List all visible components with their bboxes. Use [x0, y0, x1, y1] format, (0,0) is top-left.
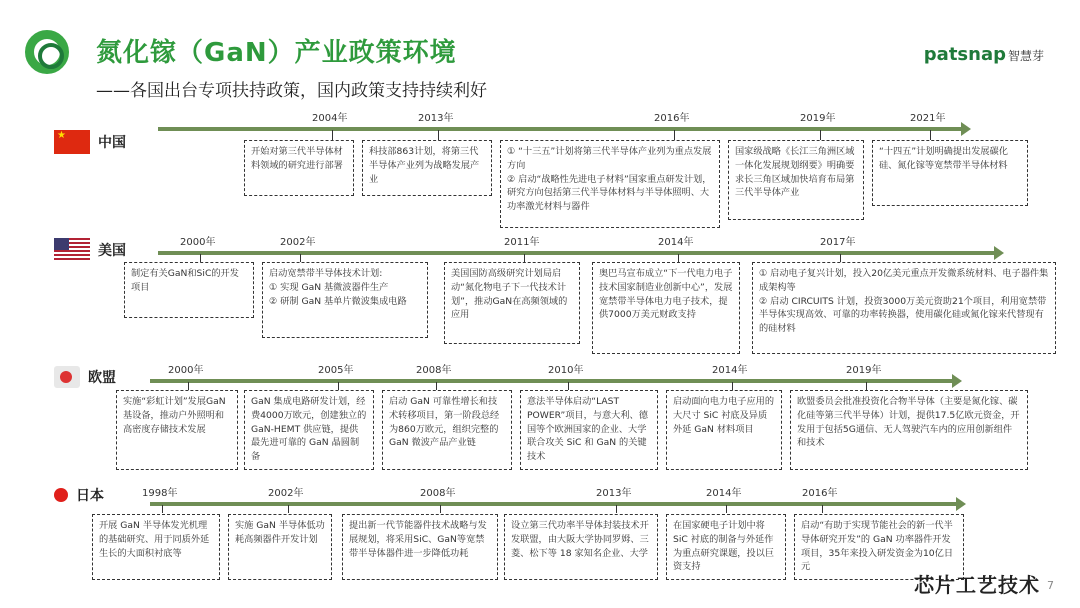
year-label: 2002年: [280, 237, 316, 248]
policy-card: 设立第三代功率半导体封装技术开发联盟，由大阪大学协同罗姆、三菱、松下等 18 家知名企业、大学: [504, 514, 658, 580]
brand-cn: 智慧芽: [1007, 49, 1044, 63]
timeline-tick: [820, 130, 821, 140]
year-label: 2021年: [910, 113, 946, 124]
timeline-tick: [200, 254, 201, 262]
timeline-tick: [822, 505, 823, 513]
year-label: 2014年: [706, 488, 742, 499]
year-label: 2019年: [846, 365, 882, 376]
timeline-tick: [338, 382, 339, 390]
watermark: 芯片工艺技术: [914, 573, 1040, 597]
year-label: 2019年: [800, 113, 836, 124]
row-label-china: [54, 130, 126, 154]
timeline-tick: [840, 254, 841, 262]
brand-latin: patsnap: [923, 44, 1006, 65]
row-label-text: 中国: [98, 135, 126, 151]
page-title: 氮化镓（GaN）产业政策环境: [96, 38, 457, 68]
year-label: 2008年: [420, 488, 456, 499]
year-label: 2005年: [318, 365, 354, 376]
policy-card: 制定有关GaN和SiC的开发项目: [124, 262, 254, 318]
row-label-text: 欧盟: [88, 370, 116, 386]
usa-flag-icon: [54, 238, 90, 262]
year-label: 2000年: [180, 237, 216, 248]
year-label: 2013年: [418, 113, 454, 124]
policy-card: 开展 GaN 半导体发光机理的基础研究、用于同质外延生长的大面积衬底等: [92, 514, 220, 580]
policy-card: 奥巴马宣布成立“下一代电力电子技术国家制造业创新中心”，发展宽禁带半导体电力电子技术，提供7000万美元财政支持: [592, 262, 740, 354]
policy-card: 实施“彩虹计划”发展GaN 基设备，推动户外照明和高密度存储技术发展: [116, 390, 238, 470]
policy-card: ① “十三五”计划将第三代半导体产业列为重点发展方向 ② 启动“战略性先进电子材料”国家重点研发计划，研究方向包括第三代半导体材料与半导体照明、大功率激光材料与器件: [500, 140, 720, 228]
policy-card: 实施 GaN 半导体低功耗高频器件开发计划: [228, 514, 332, 580]
year-label: 2011年: [504, 237, 540, 248]
year-label: 2010年: [548, 365, 584, 376]
year-label: 2002年: [268, 488, 304, 499]
timeline-axis-china: [158, 127, 963, 131]
policy-card: 科技部863计划，将第三代半导体产业列为战略发展产业: [362, 140, 492, 196]
timeline-axis-japan: [150, 502, 958, 506]
timeline-tick: [288, 505, 289, 513]
timeline-axis-usa: [158, 251, 996, 255]
logo-icon: [25, 30, 69, 74]
policy-card: 启动面向电力电子应用的大尺寸 SiC 衬底及异质外延 GaN 材料项目: [666, 390, 782, 470]
policy-card: 欧盟委员会批准投资化合物半导体（主要是氮化镓、碳化硅等第三代半导体）计划，提供17.5亿欧元资金，开发用于包括5G通信、无人驾驶汽车内的应用创新组件和技术: [790, 390, 1028, 470]
policy-card: 提出新一代节能器件技术战略与发展规划，将采用SiC、GaN等宽禁带半导体器件进一步降低功耗: [342, 514, 498, 580]
timeline-tick: [678, 254, 679, 262]
year-label: 1998年: [142, 488, 178, 499]
timeline-tick: [568, 382, 569, 390]
policy-card: ① 启动电子复兴计划，投入20亿美元重点开发微系统材料、电子器件集成架构等 ② 启动 CIRCUITS 计划，投资3000万美元资助21个项目，利用宽禁带半导体实现高效、可靠的功率转换器，使用碳化硅或氮化镓来代替现有的硅材料: [752, 262, 1056, 354]
row-label-usa: [54, 238, 126, 262]
year-label: 2013年: [596, 488, 632, 499]
year-label: 2017年: [820, 237, 856, 248]
row-label-eu: [54, 366, 116, 388]
timeline-tick: [440, 505, 441, 513]
year-label: 2004年: [312, 113, 348, 124]
timeline-tick: [524, 254, 525, 262]
policy-card: 意法半导体启动“LAST POWER”项目，与意大利、德国等个欧洲国家的企业、大学联合攻关 SiC 和 GaN 的关键技术: [520, 390, 658, 470]
row-label-text: 日本: [76, 488, 104, 504]
policy-card: 启动“有助于实现节能社会的新一代半导体研究开发”的 GaN 功率器件开发项目，35年来投入研发资金为10亿日元: [794, 514, 964, 580]
policy-card: 美国国防高级研究计划局启动“氮化物电子下一代技术计划”，推动GaN在高频领域的应用: [444, 262, 580, 344]
timeline-tick: [436, 382, 437, 390]
timeline-tick: [930, 130, 931, 140]
timeline-tick: [332, 130, 333, 140]
timeline-tick: [438, 130, 439, 140]
timeline-tick: [732, 382, 733, 390]
year-label: 2000年: [168, 365, 204, 376]
year-label: 2016年: [654, 113, 690, 124]
timeline-tick: [726, 505, 727, 513]
policy-card: 在国家硬电子计划中将SiC 衬底的制备与外延作为重点研究课题，投以巨资支持: [666, 514, 786, 580]
timeline-tick: [616, 505, 617, 513]
row-label-japan: [54, 485, 104, 505]
page-number: 7: [1047, 579, 1054, 592]
year-label: 2008年: [416, 365, 452, 376]
china-flag-icon: [54, 130, 90, 154]
policy-card: “十四五”计划明确提出发展碳化硅、氮化镓等宽禁带半导体材料: [872, 140, 1028, 206]
eu-flag-icon: [54, 366, 80, 388]
timeline-tick: [300, 254, 301, 262]
policy-card: 国家级战略《长江三角洲区域一体化发展规划纲要》明确要求长三角区域加快培育布局第三代半导体产业: [728, 140, 864, 220]
policy-card: 启动 GaN 可靠性增长和技术转移项目，第一阶段总经为860万欧元，组织完整的 GaN 微波产品产业链: [382, 390, 512, 470]
year-label: 2016年: [802, 488, 838, 499]
page-subtitle: ——各国出台专项扶持政策，国内政策支持持续利好: [96, 81, 487, 101]
year-label: 2014年: [712, 365, 748, 376]
timeline-axis-eu: [150, 379, 954, 383]
row-label-text: 美国: [98, 243, 126, 259]
timeline-tick: [866, 382, 867, 390]
policy-card: 开始对第三代半导体材料领域的研究进行部署: [244, 140, 354, 196]
japan-flag-icon: [54, 488, 68, 502]
policy-card: GaN 集成电路研发计划，经费4000万欧元，创建独立的 GaN-HEMT 供应链，提供最先进可靠的 GaN 晶圆制备: [244, 390, 374, 470]
year-label: 2014年: [658, 237, 694, 248]
policy-card: 启动宽禁带半导体技术计划: ① 实现 GaN 基微波器件生产 ② 研制 GaN 基单片微波集成电路: [262, 262, 428, 338]
timeline-tick: [162, 505, 163, 513]
timeline-tick: [674, 130, 675, 140]
brand-logo: [924, 44, 1044, 65]
timeline-tick: [188, 382, 189, 390]
